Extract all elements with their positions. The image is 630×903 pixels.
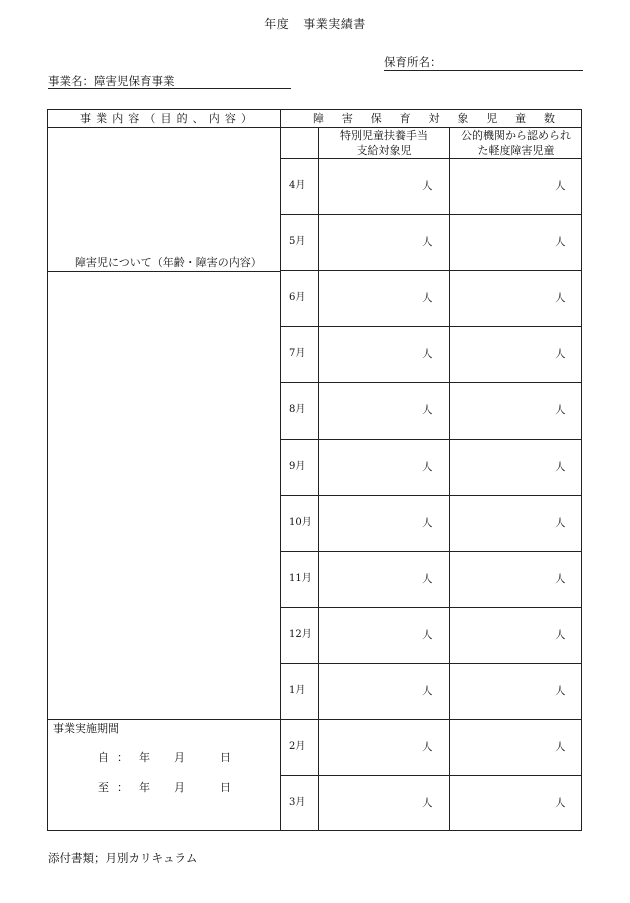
month-row-line [280, 382, 582, 383]
count-cell-mild-disability[interactable]: 人 [555, 292, 566, 304]
left-header-char: 内 [208, 112, 220, 125]
count-cell-mild-disability[interactable]: 人 [555, 629, 566, 641]
left-header-char: 事 [80, 112, 91, 125]
count-cell-mild-disability[interactable]: 人 [555, 573, 566, 585]
month-label: 5月 [289, 236, 306, 247]
count-cell-mild-disability[interactable]: 人 [555, 685, 566, 697]
right-header-char: 対 [428, 112, 440, 125]
left-header-char: 、 [192, 112, 204, 125]
left-header-char: ） [240, 112, 252, 125]
col2-header-line: た軽度障害児童 [477, 144, 555, 157]
count-cell-mild-disability[interactable]: 人 [555, 404, 566, 416]
implementation-period-label: 事業実施期間 [53, 722, 119, 735]
count-cell-mild-disability[interactable]: 人 [555, 797, 566, 809]
left-header-char: 目 [160, 112, 172, 125]
month-label: 6月 [289, 292, 306, 303]
right-header-char: 育 [399, 112, 411, 125]
period-to-day: 日 [220, 781, 231, 794]
attachment-note: 添付書類；月別カリキュラム [48, 851, 198, 865]
count-cell-mild-disability[interactable]: 人 [555, 741, 566, 753]
divider-left-right [280, 109, 281, 831]
month-row-line [280, 495, 582, 496]
count-cell-mild-disability[interactable]: 人 [555, 236, 566, 248]
month-label: 8月 [289, 404, 306, 415]
month-row-line [280, 775, 582, 776]
period-to-year: 年 [139, 781, 150, 794]
month-label: 7月 [289, 348, 306, 359]
nursery-name-label: 保育所名： [384, 55, 442, 69]
count-cell-special-allowance[interactable]: 人 [422, 348, 433, 360]
left-section-line-1 [47, 271, 280, 272]
count-cell-special-allowance[interactable]: 人 [422, 404, 433, 416]
count-cell-special-allowance[interactable]: 人 [422, 461, 433, 473]
month-row-line [280, 214, 582, 215]
period-to-label: 至 [98, 781, 109, 794]
project-name-label: 事業名：障害児保育事業 [48, 74, 175, 88]
title-year: 年度 [264, 17, 290, 31]
count-cell-special-allowance[interactable]: 人 [422, 180, 433, 192]
month-row-line [280, 719, 582, 720]
right-header-char: 象 [457, 112, 469, 125]
count-cell-special-allowance[interactable]: 人 [422, 236, 433, 248]
left-header-char: 容 [128, 112, 140, 125]
left-section-line-2 [47, 719, 280, 720]
count-cell-special-allowance[interactable]: 人 [422, 292, 433, 304]
month-label: 11月 [289, 573, 312, 584]
col2-header-line: 公的機関から認められ [461, 129, 571, 142]
month-label: 1月 [289, 685, 306, 696]
left-header [80, 113, 252, 124]
count-cell-mild-disability[interactable]: 人 [555, 180, 566, 192]
month-row-line [280, 326, 582, 327]
period-from-year: 年 [139, 751, 150, 764]
count-cell-special-allowance[interactable]: 人 [422, 797, 433, 809]
month-label: 2月 [289, 741, 306, 752]
period-from-day: 日 [220, 751, 231, 764]
divider-month-col [318, 127, 319, 831]
period-to-colon: ： [117, 781, 128, 794]
column-header-special-allowance [319, 128, 449, 158]
left-header-char: 業 [96, 112, 108, 125]
right-header [313, 113, 555, 124]
count-cell-special-allowance[interactable]: 人 [422, 517, 433, 529]
month-label: 12月 [289, 629, 312, 640]
count-cell-mild-disability[interactable]: 人 [555, 517, 566, 529]
report-table [47, 109, 582, 831]
period-from-colon: ： [117, 751, 128, 764]
right-header-char: 数 [544, 112, 555, 125]
month-row-line [280, 270, 582, 271]
count-cell-mild-disability[interactable]: 人 [555, 348, 566, 360]
month-label: 4月 [289, 180, 306, 191]
column-header-mild-disability [450, 128, 582, 158]
month-label: 9月 [289, 461, 306, 472]
document-title [0, 18, 630, 30]
month-row-line [280, 607, 582, 608]
count-cell-special-allowance[interactable]: 人 [422, 629, 433, 641]
divider-col1-col2 [449, 127, 450, 831]
col1-header-line: 支給対象児 [356, 144, 412, 157]
nursery-name-field[interactable] [384, 57, 583, 71]
month-row-line [280, 663, 582, 664]
right-header-char: 障 [313, 112, 324, 125]
right-header-char: 児 [486, 112, 498, 125]
month-row-line [280, 551, 582, 552]
count-cell-mild-disability[interactable]: 人 [555, 461, 566, 473]
left-header-char: 容 [224, 112, 236, 125]
left-header-char: 内 [112, 112, 124, 125]
right-header-char: 保 [370, 112, 382, 125]
period-from-month: 月 [174, 751, 185, 764]
period-to-month: 月 [174, 781, 185, 794]
right-header-char: 害 [341, 112, 353, 125]
period-from-label: 自 [98, 751, 109, 764]
month-row-line [280, 158, 582, 159]
count-cell-special-allowance[interactable]: 人 [422, 685, 433, 697]
month-label: 10月 [289, 517, 312, 528]
count-cell-special-allowance[interactable]: 人 [422, 573, 433, 585]
col1-header-line: 特別児童扶養手当 [340, 129, 428, 142]
left-header-char: 的 [176, 112, 188, 125]
title-main: 事業実績書 [303, 17, 366, 31]
project-name-field [48, 76, 291, 89]
month-row-line [280, 439, 582, 440]
left-header-char: （ [144, 112, 156, 125]
disability-info-label: 障害児について（年齢・障害の内容） [75, 256, 262, 269]
right-header-char: 童 [515, 112, 527, 125]
count-cell-special-allowance[interactable]: 人 [422, 741, 433, 753]
month-label: 3月 [289, 797, 306, 808]
